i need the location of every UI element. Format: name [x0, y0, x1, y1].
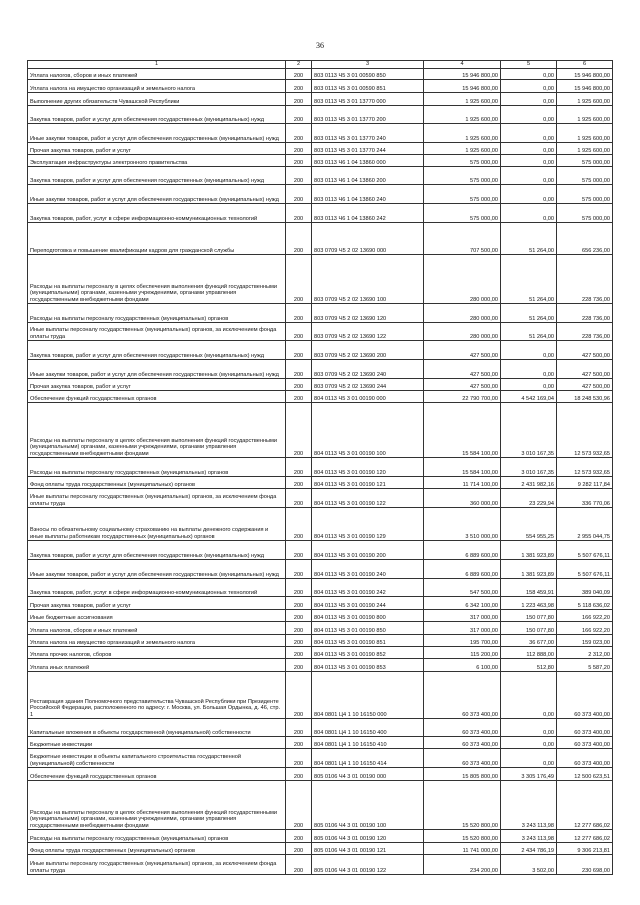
- name-cell: Иные выплаты персоналу государственных (муниципальных) органов, за исключением фонда оплаты труда: [28, 323, 286, 341]
- unexecuted-amount-cell: 5 587,20: [557, 659, 613, 672]
- line-code-cell: 200: [286, 223, 312, 255]
- executed-amount-cell: 0,00: [501, 360, 557, 379]
- approved-amount-cell: 15 584 100,00: [424, 458, 501, 477]
- classification-code-cell: 803 0709 Ч5 2 02 13690 000: [312, 223, 424, 255]
- table-row: [28, 672, 613, 719]
- table-row: [28, 597, 613, 610]
- approved-amount-cell: 15 805 800,00: [424, 768, 501, 781]
- table-row: [28, 635, 613, 647]
- unexecuted-amount-cell: 12 500 623,51: [557, 768, 613, 781]
- executed-amount-cell: 36 677,00: [501, 635, 557, 647]
- unexecuted-amount-cell: 230 698,00: [557, 855, 613, 875]
- approved-amount-cell: 427 500,00: [424, 360, 501, 379]
- line-code-cell: 200: [286, 749, 312, 768]
- table-body: [28, 61, 613, 875]
- classification-code-cell: 803 0113 Ч6 1 04 13860 200: [312, 167, 424, 185]
- name-cell: Прочая закупка товаров, работ и услуг: [28, 379, 286, 391]
- line-code-cell: 200: [286, 489, 312, 508]
- approved-amount-cell: 1 925 600,00: [424, 124, 501, 143]
- unexecuted-amount-cell: 1 925 600,00: [557, 143, 613, 155]
- line-code-cell: 200: [286, 560, 312, 579]
- table-row: [28, 622, 613, 635]
- line-code-cell: 200: [286, 659, 312, 672]
- classification-code-cell: 803 0113 Ч5 3 01 13770 200: [312, 106, 424, 124]
- unexecuted-amount-cell: 166 922,20: [557, 622, 613, 635]
- line-code-cell: 200: [286, 579, 312, 597]
- table-row: [28, 204, 613, 223]
- table-row: [28, 647, 613, 659]
- classification-code-cell: 803 0113 Ч5 3 01 00590 850: [312, 69, 424, 80]
- approved-amount-cell: 15 946 800,00: [424, 80, 501, 93]
- unexecuted-amount-cell: 60 373 400,00: [557, 719, 613, 737]
- unexecuted-amount-cell: 15 946 800,00: [557, 80, 613, 93]
- classification-code-cell: 805 0106 Ч4 3 01 00190 121: [312, 843, 424, 855]
- name-cell: Иные бюджетные ассигнования: [28, 610, 286, 622]
- executed-amount-cell: 0,00: [501, 749, 557, 768]
- approved-amount-cell: 317 000,00: [424, 622, 501, 635]
- executed-amount-cell: 150 077,80: [501, 622, 557, 635]
- table-row: [28, 477, 613, 489]
- name-cell: Иные закупки товаров, работ и услуг для обеспечения государственных (муниципальных) нужд: [28, 124, 286, 143]
- approved-amount-cell: 1 925 600,00: [424, 143, 501, 155]
- executed-amount-cell: 23 229,94: [501, 489, 557, 508]
- name-cell: Обеспечение функций государственных органов: [28, 768, 286, 781]
- line-code-cell: 200: [286, 781, 312, 830]
- name-cell: Уплата налога на имущество организаций и земельного налога: [28, 635, 286, 647]
- unexecuted-amount-cell: 12 277 686,02: [557, 781, 613, 830]
- approved-amount-cell: 3 510 000,00: [424, 508, 501, 541]
- classification-code-cell: 804 0113 Ч5 3 01 00190 853: [312, 659, 424, 672]
- unexecuted-amount-cell: 60 373 400,00: [557, 672, 613, 719]
- approved-amount-cell: 707 500,00: [424, 223, 501, 255]
- name-cell: Фонд оплаты труда государственных (муниципальных) органов: [28, 477, 286, 489]
- unexecuted-amount-cell: 336 770,06: [557, 489, 613, 508]
- approved-amount-cell: 15 946 800,00: [424, 69, 501, 80]
- executed-amount-cell: 3 305 176,49: [501, 768, 557, 781]
- unexecuted-amount-cell: 2 312,00: [557, 647, 613, 659]
- classification-code-cell: 804 0113 Ч5 3 01 00190 242: [312, 579, 424, 597]
- line-code-cell: 200: [286, 830, 312, 843]
- name-cell: Закупка товаров, работ, услуг в сфере информационно-коммуникационных технологий: [28, 204, 286, 223]
- table-row: [28, 167, 613, 185]
- unexecuted-amount-cell: 60 373 400,00: [557, 749, 613, 768]
- executed-amount-cell: 0,00: [501, 341, 557, 360]
- table-row: [28, 768, 613, 781]
- line-code-cell: 200: [286, 458, 312, 477]
- unexecuted-amount-cell: 5 507 676,11: [557, 560, 613, 579]
- approved-amount-cell: 317 000,00: [424, 610, 501, 622]
- table-row: [28, 304, 613, 323]
- name-cell: Иные выплаты персоналу государственных (муниципальных) органов, за исключением фонда оплаты труда: [28, 855, 286, 875]
- line-code-cell: 200: [286, 323, 312, 341]
- name-cell: Капитальные вложения в объекты государственной (муниципальной) собственности: [28, 719, 286, 737]
- executed-amount-cell: 51 264,00: [501, 304, 557, 323]
- classification-code-cell: 804 0113 Ч5 3 01 00190 000: [312, 391, 424, 403]
- unexecuted-amount-cell: 228 736,00: [557, 304, 613, 323]
- executed-amount-cell: 1 223 463,98: [501, 597, 557, 610]
- approved-amount-cell: 1 925 600,00: [424, 106, 501, 124]
- table-row: [28, 155, 613, 167]
- unexecuted-amount-cell: 5 118 636,02: [557, 597, 613, 610]
- page-number: 36: [316, 41, 324, 50]
- table-row: [28, 255, 613, 304]
- name-cell: Выполнение других обязательств Чувашской Республики: [28, 93, 286, 106]
- executed-amount-cell: 0,00: [501, 672, 557, 719]
- line-code-cell: 200: [286, 93, 312, 106]
- executed-amount-cell: 0,00: [501, 185, 557, 204]
- name-cell: Уплата налога на имущество организаций и земельного налога: [28, 80, 286, 93]
- approved-amount-cell: 6 889 600,00: [424, 541, 501, 560]
- approved-amount-cell: 195 700,00: [424, 635, 501, 647]
- table-row: [28, 185, 613, 204]
- approved-amount-cell: 234 200,00: [424, 855, 501, 875]
- approved-amount-cell: 547 500,00: [424, 579, 501, 597]
- executed-amount-cell: 0,00: [501, 93, 557, 106]
- table-row: [28, 659, 613, 672]
- line-code-cell: 200: [286, 477, 312, 489]
- unexecuted-amount-cell: 15 946 800,00: [557, 69, 613, 80]
- approved-amount-cell: 6 100,00: [424, 659, 501, 672]
- executed-amount-cell: 0,00: [501, 143, 557, 155]
- classification-code-cell: 804 0801 Ц4 1 10 16150 400: [312, 719, 424, 737]
- unexecuted-amount-cell: 575 000,00: [557, 185, 613, 204]
- approved-amount-cell: 427 500,00: [424, 379, 501, 391]
- name-cell: Уплата налогов, сборов и иных платежей: [28, 622, 286, 635]
- executed-amount-cell: 2 431 982,16: [501, 477, 557, 489]
- line-code-cell: 200: [286, 672, 312, 719]
- classification-code-cell: 804 0113 Ч5 3 01 00190 800: [312, 610, 424, 622]
- approved-amount-cell: 60 373 400,00: [424, 749, 501, 768]
- executed-amount-cell: 1 381 923,89: [501, 541, 557, 560]
- budget-execution-table: [27, 60, 613, 875]
- executed-amount-cell: 1 381 923,89: [501, 560, 557, 579]
- table-row: [28, 843, 613, 855]
- unexecuted-amount-cell: 228 736,00: [557, 255, 613, 304]
- name-cell: Переподготовка и повышение квалификации кадров для гражданской службы: [28, 223, 286, 255]
- approved-amount-cell: 575 000,00: [424, 204, 501, 223]
- name-cell: Бюджетные инвестиции: [28, 737, 286, 749]
- executed-amount-cell: 3 243 113,98: [501, 781, 557, 830]
- unexecuted-amount-cell: 656 236,00: [557, 223, 613, 255]
- unexecuted-amount-cell: 12 277 686,02: [557, 830, 613, 843]
- classification-code-cell: 804 0801 Ц4 1 10 16150 414: [312, 749, 424, 768]
- executed-amount-cell: 51 264,00: [501, 323, 557, 341]
- executed-amount-cell: 0,00: [501, 719, 557, 737]
- executed-amount-cell: 3 010 167,35: [501, 403, 557, 458]
- executed-amount-cell: 0,00: [501, 124, 557, 143]
- name-cell: Расходы на выплаты персоналу государственных (муниципальных) органов: [28, 304, 286, 323]
- approved-amount-cell: 15 584 100,00: [424, 403, 501, 458]
- name-cell: Уплата налогов, сборов и иных платежей: [28, 69, 286, 80]
- classification-code-cell: 805 0106 Ч4 3 01 00190 122: [312, 855, 424, 875]
- unexecuted-amount-cell: 1 925 600,00: [557, 106, 613, 124]
- classification-code-cell: 804 0113 Ч5 3 01 00190 852: [312, 647, 424, 659]
- executed-amount-cell: 51 264,00: [501, 255, 557, 304]
- classification-code-cell: 804 0113 Ч5 3 01 00190 851: [312, 635, 424, 647]
- executed-amount-cell: 0,00: [501, 737, 557, 749]
- unexecuted-amount-cell: 60 373 400,00: [557, 737, 613, 749]
- approved-amount-cell: 575 000,00: [424, 155, 501, 167]
- unexecuted-amount-cell: 9 306 213,81: [557, 843, 613, 855]
- executed-amount-cell: 150 077,80: [501, 610, 557, 622]
- table-row: [28, 80, 613, 93]
- approved-amount-cell: 575 000,00: [424, 167, 501, 185]
- line-code-cell: 200: [286, 541, 312, 560]
- table-row: [28, 541, 613, 560]
- table-row: [28, 579, 613, 597]
- name-cell: Расходы на выплаты персоналу государственных (муниципальных) органов: [28, 458, 286, 477]
- name-cell: Уплата иных платежей: [28, 659, 286, 672]
- table-row: [28, 143, 613, 155]
- name-cell: Закупка товаров, работ и услуг для обеспечения государственных (муниципальных) нужд: [28, 167, 286, 185]
- unexecuted-amount-cell: 2 955 044,75: [557, 508, 613, 541]
- approved-amount-cell: 22 790 700,00: [424, 391, 501, 403]
- executed-amount-cell: 112 888,00: [501, 647, 557, 659]
- table-row: [28, 489, 613, 508]
- classification-code-cell: 803 0709 Ч5 2 02 13690 200: [312, 341, 424, 360]
- name-cell: Расходы на выплаты персоналу в целях обеспечения выполнения функций государственными (муниципальными) органами, казенными учреждениями, органами управления государственными внебюджетными фондами: [28, 255, 286, 304]
- line-code-cell: 200: [286, 204, 312, 223]
- executed-amount-cell: 0,00: [501, 106, 557, 124]
- table-row: [28, 360, 613, 379]
- approved-amount-cell: 15 520 800,00: [424, 781, 501, 830]
- unexecuted-amount-cell: 9 282 117,84: [557, 477, 613, 489]
- column-number-cell: 5: [501, 61, 557, 69]
- approved-amount-cell: 280 000,00: [424, 323, 501, 341]
- unexecuted-amount-cell: 1 925 600,00: [557, 124, 613, 143]
- column-number-cell: 2: [286, 61, 312, 69]
- approved-amount-cell: 60 373 400,00: [424, 719, 501, 737]
- unexecuted-amount-cell: 427 500,00: [557, 341, 613, 360]
- name-cell: Иные закупки товаров, работ и услуг для обеспечения государственных (муниципальных) нужд: [28, 185, 286, 204]
- approved-amount-cell: 360 000,00: [424, 489, 501, 508]
- classification-code-cell: 803 0709 Ч5 2 02 13690 100: [312, 255, 424, 304]
- name-cell: Реставрация здания Полномочного представительства Чувашской Республики при Президенте Российской Федерации, расположенного по адресу: г. Москва, ул. Большая Ордынка, д. 46, стр. 1: [28, 672, 286, 719]
- unexecuted-amount-cell: 18 248 530,96: [557, 391, 613, 403]
- classification-code-cell: 804 0113 Ч5 3 01 00190 240: [312, 560, 424, 579]
- unexecuted-amount-cell: 159 023,00: [557, 635, 613, 647]
- classification-code-cell: 803 0113 Ч6 1 04 13860 242: [312, 204, 424, 223]
- name-cell: Иные закупки товаров, работ и услуг для обеспечения государственных (муниципальных) нужд: [28, 360, 286, 379]
- name-cell: Фонд оплаты труда государственных (муниципальных) органов: [28, 843, 286, 855]
- classification-code-cell: 803 0113 Ч6 1 04 13860 240: [312, 185, 424, 204]
- approved-amount-cell: 1 925 600,00: [424, 93, 501, 106]
- name-cell: Закупка товаров, работ и услуг для обеспечения государственных (муниципальных) нужд: [28, 341, 286, 360]
- classification-code-cell: 803 0113 Ч5 3 01 00590 851: [312, 80, 424, 93]
- line-code-cell: 200: [286, 379, 312, 391]
- column-number-row: [28, 61, 613, 69]
- unexecuted-amount-cell: 575 000,00: [557, 167, 613, 185]
- name-cell: Расходы на выплаты персоналу государственных (муниципальных) органов: [28, 830, 286, 843]
- line-code-cell: 200: [286, 647, 312, 659]
- table-row: [28, 781, 613, 830]
- table-row: [28, 458, 613, 477]
- classification-code-cell: 803 0113 Ч5 3 01 13770 000: [312, 93, 424, 106]
- executed-amount-cell: 0,00: [501, 155, 557, 167]
- name-cell: Закупка товаров, работ и услуг для обеспечения государственных (муниципальных) нужд: [28, 541, 286, 560]
- line-code-cell: 200: [286, 360, 312, 379]
- name-cell: Эксплуатация инфраструктуры электронного правительства: [28, 155, 286, 167]
- executed-amount-cell: 512,80: [501, 659, 557, 672]
- column-number-cell: 4: [424, 61, 501, 69]
- line-code-cell: 200: [286, 80, 312, 93]
- classification-code-cell: 805 0106 Ч4 3 01 00190 000: [312, 768, 424, 781]
- executed-amount-cell: 0,00: [501, 379, 557, 391]
- classification-code-cell: 804 0113 Ч5 3 01 00190 100: [312, 403, 424, 458]
- name-cell: Обеспечение функций государственных органов: [28, 391, 286, 403]
- unexecuted-amount-cell: 1 925 600,00: [557, 93, 613, 106]
- line-code-cell: 200: [286, 391, 312, 403]
- approved-amount-cell: 11 741 000,00: [424, 843, 501, 855]
- classification-code-cell: 805 0106 Ч4 3 01 00190 100: [312, 781, 424, 830]
- executed-amount-cell: 3 243 113,98: [501, 830, 557, 843]
- line-code-cell: 200: [286, 69, 312, 80]
- table-row: [28, 749, 613, 768]
- executed-amount-cell: 0,00: [501, 167, 557, 185]
- table-row: [28, 391, 613, 403]
- name-cell: Взносы по обязательному социальному страхованию на выплаты денежного содержания и иные выплаты работникам государственных (муниципальных) органов: [28, 508, 286, 541]
- classification-code-cell: 803 0113 Ч6 1 04 13860 000: [312, 155, 424, 167]
- unexecuted-amount-cell: 12 573 932,65: [557, 458, 613, 477]
- name-cell: Иные закупки товаров, работ и услуг для обеспечения государственных (муниципальных) нужд: [28, 560, 286, 579]
- unexecuted-amount-cell: 575 000,00: [557, 204, 613, 223]
- name-cell: Прочая закупка товаров, работ и услуг: [28, 597, 286, 610]
- classification-code-cell: 803 0709 Ч5 2 02 13690 240: [312, 360, 424, 379]
- approved-amount-cell: 575 000,00: [424, 185, 501, 204]
- executed-amount-cell: 158 459,91: [501, 579, 557, 597]
- name-cell: Закупка товаров, работ и услуг для обеспечения государственных (муниципальных) нужд: [28, 106, 286, 124]
- executed-amount-cell: 51 264,00: [501, 223, 557, 255]
- table-row: [28, 403, 613, 458]
- executed-amount-cell: 4 542 169,04: [501, 391, 557, 403]
- table-row: [28, 379, 613, 391]
- table-row: [28, 855, 613, 875]
- approved-amount-cell: 15 520 800,00: [424, 830, 501, 843]
- line-code-cell: 200: [286, 610, 312, 622]
- line-code-cell: 200: [286, 341, 312, 360]
- approved-amount-cell: 60 373 400,00: [424, 737, 501, 749]
- name-cell: Уплата прочих налогов, сборов: [28, 647, 286, 659]
- classification-code-cell: 804 0113 Ч5 3 01 00190 850: [312, 622, 424, 635]
- table-row: [28, 610, 613, 622]
- line-code-cell: 200: [286, 719, 312, 737]
- line-code-cell: 200: [286, 167, 312, 185]
- executed-amount-cell: 3 502,00: [501, 855, 557, 875]
- table-row: [28, 124, 613, 143]
- unexecuted-amount-cell: 228 736,00: [557, 323, 613, 341]
- column-number-cell: 3: [312, 61, 424, 69]
- classification-code-cell: 804 0113 Ч5 3 01 00190 122: [312, 489, 424, 508]
- classification-code-cell: 803 0709 Ч5 2 02 13690 122: [312, 323, 424, 341]
- approved-amount-cell: 11 714 100,00: [424, 477, 501, 489]
- line-code-cell: 200: [286, 768, 312, 781]
- classification-code-cell: 804 0113 Ч5 3 01 00190 200: [312, 541, 424, 560]
- line-code-cell: 200: [286, 155, 312, 167]
- classification-code-cell: 804 0113 Ч5 3 01 00190 244: [312, 597, 424, 610]
- classification-code-cell: 803 0709 Ч5 2 02 13690 120: [312, 304, 424, 323]
- unexecuted-amount-cell: 12 573 932,65: [557, 403, 613, 458]
- approved-amount-cell: 280 000,00: [424, 304, 501, 323]
- line-code-cell: 200: [286, 597, 312, 610]
- classification-code-cell: 803 0113 Ч5 3 01 13770 240: [312, 124, 424, 143]
- approved-amount-cell: 280 000,00: [424, 255, 501, 304]
- executed-amount-cell: 3 010 167,35: [501, 458, 557, 477]
- line-code-cell: 200: [286, 855, 312, 875]
- line-code-cell: 200: [286, 124, 312, 143]
- classification-code-cell: 804 0801 Ц4 1 10 16150 410: [312, 737, 424, 749]
- line-code-cell: 200: [286, 304, 312, 323]
- classification-code-cell: 803 0709 Ч5 2 02 13690 244: [312, 379, 424, 391]
- table-row: [28, 223, 613, 255]
- name-cell: Прочая закупка товаров, работ и услуг: [28, 143, 286, 155]
- executed-amount-cell: 554 955,25: [501, 508, 557, 541]
- table-row: [28, 560, 613, 579]
- approved-amount-cell: 427 500,00: [424, 341, 501, 360]
- executed-amount-cell: 0,00: [501, 204, 557, 223]
- approved-amount-cell: 6 889 600,00: [424, 560, 501, 579]
- name-cell: Расходы на выплаты персоналу в целях обеспечения выполнения функций государственными (муниципальными) органами, казенными учреждениями, органами управления государственными внебюджетными фондами: [28, 781, 286, 830]
- table-row: [28, 323, 613, 341]
- column-number-cell: 6: [557, 61, 613, 69]
- classification-code-cell: 804 0113 Ч5 3 01 00190 121: [312, 477, 424, 489]
- line-code-cell: 200: [286, 403, 312, 458]
- line-code-cell: 200: [286, 255, 312, 304]
- line-code-cell: 200: [286, 508, 312, 541]
- executed-amount-cell: 2 434 786,19: [501, 843, 557, 855]
- line-code-cell: 200: [286, 185, 312, 204]
- unexecuted-amount-cell: 427 500,00: [557, 360, 613, 379]
- table-row: [28, 737, 613, 749]
- name-cell: Бюджетные инвестиции в объекты капитального строительства государственной (муниципальной) собственности: [28, 749, 286, 768]
- line-code-cell: 200: [286, 106, 312, 124]
- table-row: [28, 830, 613, 843]
- table-row: [28, 508, 613, 541]
- name-cell: Закупка товаров, работ, услуг в сфере информационно-коммуникационных технологий: [28, 579, 286, 597]
- column-number-cell: 1: [28, 61, 286, 69]
- name-cell: Расходы на выплаты персоналу в целях обеспечения выполнения функций государственными (муниципальными) органами, казенными учреждениями, органами управления государственными внебюджетными фондами: [28, 403, 286, 458]
- unexecuted-amount-cell: 389 040,09: [557, 579, 613, 597]
- unexecuted-amount-cell: 166 922,20: [557, 610, 613, 622]
- table-row: [28, 341, 613, 360]
- classification-code-cell: 804 0113 Ч5 3 01 00190 129: [312, 508, 424, 541]
- approved-amount-cell: 6 342 100,00: [424, 597, 501, 610]
- approved-amount-cell: 115 200,00: [424, 647, 501, 659]
- line-code-cell: 200: [286, 622, 312, 635]
- unexecuted-amount-cell: 427 500,00: [557, 379, 613, 391]
- table-row: [28, 69, 613, 80]
- executed-amount-cell: 0,00: [501, 80, 557, 93]
- table-row: [28, 719, 613, 737]
- line-code-cell: 200: [286, 843, 312, 855]
- table-row: [28, 93, 613, 106]
- executed-amount-cell: 0,00: [501, 69, 557, 80]
- approved-amount-cell: 60 373 400,00: [424, 672, 501, 719]
- name-cell: Иные выплаты персоналу государственных (муниципальных) органов, за исключением фонда оплаты труда: [28, 489, 286, 508]
- line-code-cell: 200: [286, 737, 312, 749]
- line-code-cell: 200: [286, 635, 312, 647]
- table-row: [28, 106, 613, 124]
- classification-code-cell: 803 0113 Ч5 3 01 13770 244: [312, 143, 424, 155]
- line-code-cell: 200: [286, 143, 312, 155]
- classification-code-cell: 805 0106 Ч4 3 01 00190 120: [312, 830, 424, 843]
- classification-code-cell: 804 0801 Ц4 1 10 16150 000: [312, 672, 424, 719]
- classification-code-cell: 804 0113 Ч5 3 01 00190 120: [312, 458, 424, 477]
- unexecuted-amount-cell: 5 507 676,11: [557, 541, 613, 560]
- unexecuted-amount-cell: 575 000,00: [557, 155, 613, 167]
